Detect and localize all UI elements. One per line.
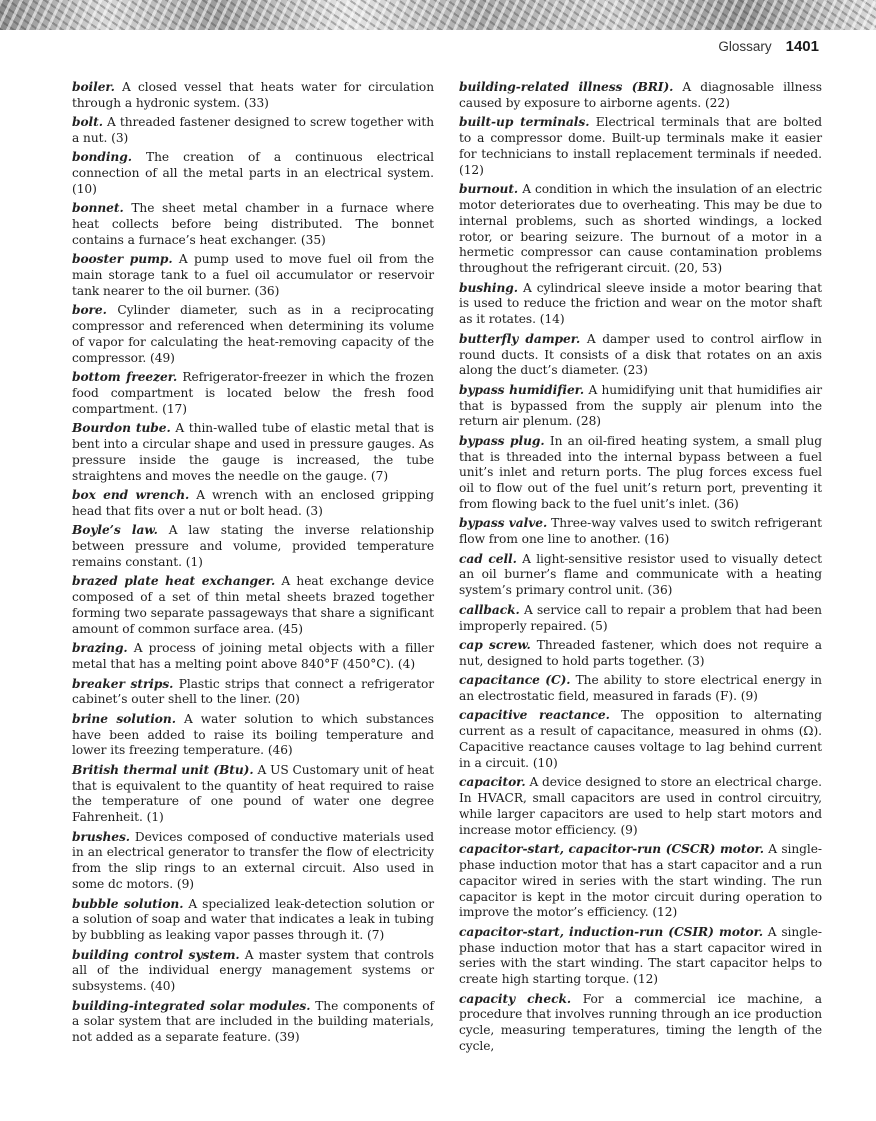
glossary-definition: The opposition to alternating current as a result of capacitance, measured in ohms (Ω). Capacitive reactance causes voltage to lag behind current in a circuit. (10) — [459, 708, 822, 770]
glossary-term: built-up terminals. — [459, 115, 590, 130]
glossary-term: capacitor-start, induction-run (CSIR) motor. — [459, 924, 764, 939]
glossary-term: bonnet. — [72, 201, 124, 216]
glossary-definition: Refrigerator-freezer in which the frozen food compartment is located below the fresh food compartment. (17) — [72, 370, 434, 417]
glossary-term: cap screw. — [459, 637, 531, 652]
glossary-entry — [72, 574, 434, 637]
glossary-column-left — [72, 80, 434, 1050]
glossary-entry — [459, 638, 822, 670]
glossary-term: butterfly damper. — [459, 331, 581, 346]
glossary-definition: The ability to store electrical energy in an electrostatic field, measured in farads (F). (9) — [459, 673, 822, 703]
glossary-entry — [72, 370, 434, 418]
header-banner — [0, 0, 876, 30]
glossary-entry — [459, 80, 822, 112]
glossary-term: bypass humidifier. — [459, 382, 585, 397]
glossary-entry — [72, 201, 434, 249]
glossary-definition: The creation of a continuous electrical connection of all the metal parts in an electrical system. (10) — [72, 150, 435, 197]
glossary-term: box end wrench. — [72, 488, 190, 503]
glossary-term: capacity check. — [459, 991, 572, 1006]
glossary-definition: A process of joining metal objects with a filler metal that has a melting point above 840°F (450°C). (4) — [72, 641, 434, 672]
glossary-term: burnout. — [459, 182, 519, 197]
glossary-term: building-integrated solar modules. — [72, 998, 311, 1013]
running-head — [718, 38, 819, 55]
glossary-definition: A light-sensitive resistor used to visually detect an oil burner’s flame and communicate with a heating system’s primary control unit. (36) — [459, 551, 823, 598]
glossary-definition: Electrical terminals that are bolted to a compressor dome. Built-up terminals make it easier for technicians to install replacement terminals if needed. (12) — [459, 115, 822, 177]
glossary-term: breaker strips. — [72, 676, 174, 691]
glossary-entry — [459, 992, 822, 1055]
glossary-term: brazed plate heat exchanger. — [72, 574, 276, 589]
glossary-definition: Three-way valves used to switch refrigerant flow from one line to another. (16) — [459, 516, 822, 547]
glossary-entry — [459, 925, 822, 988]
glossary-entry — [72, 641, 434, 673]
glossary-entry — [72, 523, 434, 571]
glossary-entry — [72, 303, 434, 366]
glossary-entry — [72, 677, 434, 709]
glossary-term: brine solution. — [72, 711, 176, 726]
glossary-definition: A specialized leak-detection solution or a solution of soap and water that indicates a leak in tubing by bubbling as leaking vapor passes through it. (7) — [72, 896, 434, 943]
glossary-entry — [459, 603, 822, 635]
glossary-definition: A single-phase induction motor that has a start capacitor and a run capacitor wired in series with the start winding. The run capacitor is kept in the motor circuit during operation to improve the motor’s efficiency. (12) — [459, 841, 823, 920]
glossary-term: British thermal unit (Btu). — [72, 762, 254, 777]
glossary-entry — [72, 948, 434, 996]
glossary-term: bypass valve. — [459, 516, 548, 531]
glossary-definition: Threaded fastener, which does not require a nut, designed to hold parts together. (3) — [459, 637, 822, 668]
glossary-entry — [459, 552, 822, 600]
glossary-term: brushes. — [72, 829, 130, 844]
glossary-term: boiler. — [72, 80, 115, 94]
glossary-entry — [459, 182, 822, 277]
glossary-definition: Plastic strips that connect a refrigerator cabinet’s outer shell to the liner. (20) — [72, 676, 435, 707]
glossary-definition: A law stating the inverse relationship between pressure and volume, provided temperature remains constant. (1) — [72, 523, 434, 570]
page-number: 1401 — [785, 38, 819, 55]
glossary-term: bolt. — [72, 115, 103, 130]
glossary-term: capacitive reactance. — [459, 708, 610, 723]
glossary-entry — [459, 281, 822, 329]
glossary-entry — [459, 673, 822, 705]
glossary-term: building-related illness (BRI). — [459, 80, 674, 94]
glossary-entry — [72, 897, 434, 945]
glossary-definition: A US Customary unit of heat that is equivalent to the quantity of heat required to raise the temperature of one pound of water one degree Fahrenheit. (1) — [72, 762, 434, 825]
glossary-definition: A damper used to control airflow in round ducts. It consists of a disk that rotates on an axis along the duct’s diameter. (23) — [459, 331, 822, 378]
glossary-entry — [459, 332, 822, 380]
glossary-definition: A device designed to store an electrical charge. In HVACR, small capacitors are used in control circuitry, while larger capacitors are used to help start motors and increase motor efficiency. (9) — [459, 775, 823, 837]
glossary-term: capacitor. — [459, 775, 526, 790]
glossary-definition: A heat exchange device composed of a set of thin metal sheets brazed together forming two separate passageways that share a significant amount of common surface area. (45) — [72, 574, 434, 636]
glossary-entry — [459, 115, 822, 178]
glossary-definition: A cylindrical sleeve inside a motor bearing that is used to reduce the friction and wear on the motor shaft as it rotates. (14) — [459, 280, 822, 327]
glossary-definition: The components of a solar system that are included in the building materials, not added as a separate feature. (39) — [72, 998, 434, 1045]
glossary-term: booster pump. — [72, 252, 173, 267]
glossary-definition: A closed vessel that heats water for circulation through a hydronic system. (33) — [72, 80, 435, 110]
glossary-entry — [459, 708, 822, 771]
glossary-entry — [72, 488, 434, 520]
glossary-definition: A master system that controls all of the individual energy management systems or subsystems. (40) — [72, 947, 434, 994]
glossary-definition: A single-phase induction motor that has a start capacitor wired in series with the start winding. The start capacitor helps to create high starting torque. (12) — [459, 924, 823, 987]
glossary-entry — [72, 712, 434, 760]
glossary-definition: The sheet metal chamber in a furnace where heat collects before being distributed. The bonnet contains a furnace’s heat exchanger. (35) — [72, 201, 434, 248]
glossary-definition: In an oil-fired heating system, a small plug that is threaded into the internal bypass between a fuel unit’s inlet and return ports. The plug forces excess fuel oil to flow out of the fuel unit’s return port, preventing it from flowing back to the fuel unit’s inlet. (36) — [459, 433, 823, 512]
glossary-term: bonding. — [72, 150, 132, 165]
glossary-entry — [459, 434, 822, 513]
glossary-definition: A service call to repair a problem that had been improperly repaired. (5) — [459, 602, 822, 633]
glossary-term: brazing. — [72, 641, 128, 656]
glossary-entry — [72, 830, 434, 893]
glossary-term: bypass plug. — [459, 433, 545, 448]
glossary-definition: A thin-walled tube of elastic metal that is bent into a circular shape and used in pressure gauges. As pressure inside the gauge is increased, the tube straightens and moves the needle on the gauge. (7) — [72, 421, 434, 483]
glossary-term: bubble solution. — [72, 896, 184, 911]
glossary-definition: Devices composed of conductive materials used in an electrical generator to transfer the flow of electricity from the slip rings to an external circuit. Also used in some dc motors. (9) — [72, 829, 435, 892]
glossary-definition: A threaded fastener designed to screw together with a nut. (3) — [72, 115, 434, 146]
glossary-entry — [459, 775, 822, 838]
glossary-term: Boyle’s law. — [72, 523, 158, 538]
glossary-term: bore. — [72, 303, 107, 318]
glossary-definition: A pump used to move fuel oil from the main storage tank to a fuel oil accumulator or reservoir tank nearer to the oil burner. (36) — [72, 252, 435, 299]
glossary-entry — [72, 80, 434, 112]
glossary-term: capacitance (C). — [459, 673, 571, 688]
glossary-entry — [459, 383, 822, 431]
glossary-term: cad cell. — [459, 551, 517, 566]
glossary-definition: A water solution to which substances have been added to raise its boiling temperature and lower its freezing temperature. (46) — [72, 711, 434, 758]
glossary-entry — [72, 763, 434, 826]
glossary-term: building control system. — [72, 947, 240, 962]
glossary-definition: A wrench with an enclosed gripping head that fits over a nut or bolt head. (3) — [72, 488, 435, 519]
glossary-definition: A humidifying unit that humidifies air that is bypassed from the supply air plenum into the return air plenum. (28) — [459, 382, 822, 429]
glossary-column-right — [459, 80, 822, 1058]
glossary-term: bushing. — [459, 280, 518, 295]
glossary-definition: A diagnosable illness caused by exposure to airborne agents. (22) — [459, 80, 822, 110]
glossary-entry — [72, 115, 434, 147]
glossary-entry — [72, 252, 434, 300]
glossary-definition: For a commercial ice machine, a procedure that involves running through an ice production cycle, measuring temperatures, timing the length of the cycle, — [459, 991, 822, 1054]
glossary-entry — [72, 421, 434, 484]
section-title: Glossary — [718, 39, 772, 54]
glossary-entry — [459, 842, 822, 921]
glossary-definition: Cylinder diameter, such as in a reciprocating compressor and referenced when determining its volume of vapor for calculating the heat-removing capacity of the compressor. (49) — [72, 303, 434, 365]
glossary-term: capacitor-start, capacitor-run (CSCR) motor. — [459, 841, 764, 856]
glossary-term: Bourdon tube. — [72, 421, 171, 436]
glossary-entry — [459, 516, 822, 548]
glossary-definition: A condition in which the insulation of an electric motor deteriorates due to overheating. This may be due to internal problems, such as shorted windings, a locked rotor, or bearing seizure. The burnout of a motor in a hermetic compressor can cause contamination problems throughout the refrigerant circuit. (20, 53) — [459, 182, 823, 276]
glossary-term: bottom freezer. — [72, 370, 178, 385]
glossary-term: callback. — [459, 602, 520, 617]
glossary-entry — [72, 150, 434, 198]
glossary-entry — [72, 999, 434, 1047]
